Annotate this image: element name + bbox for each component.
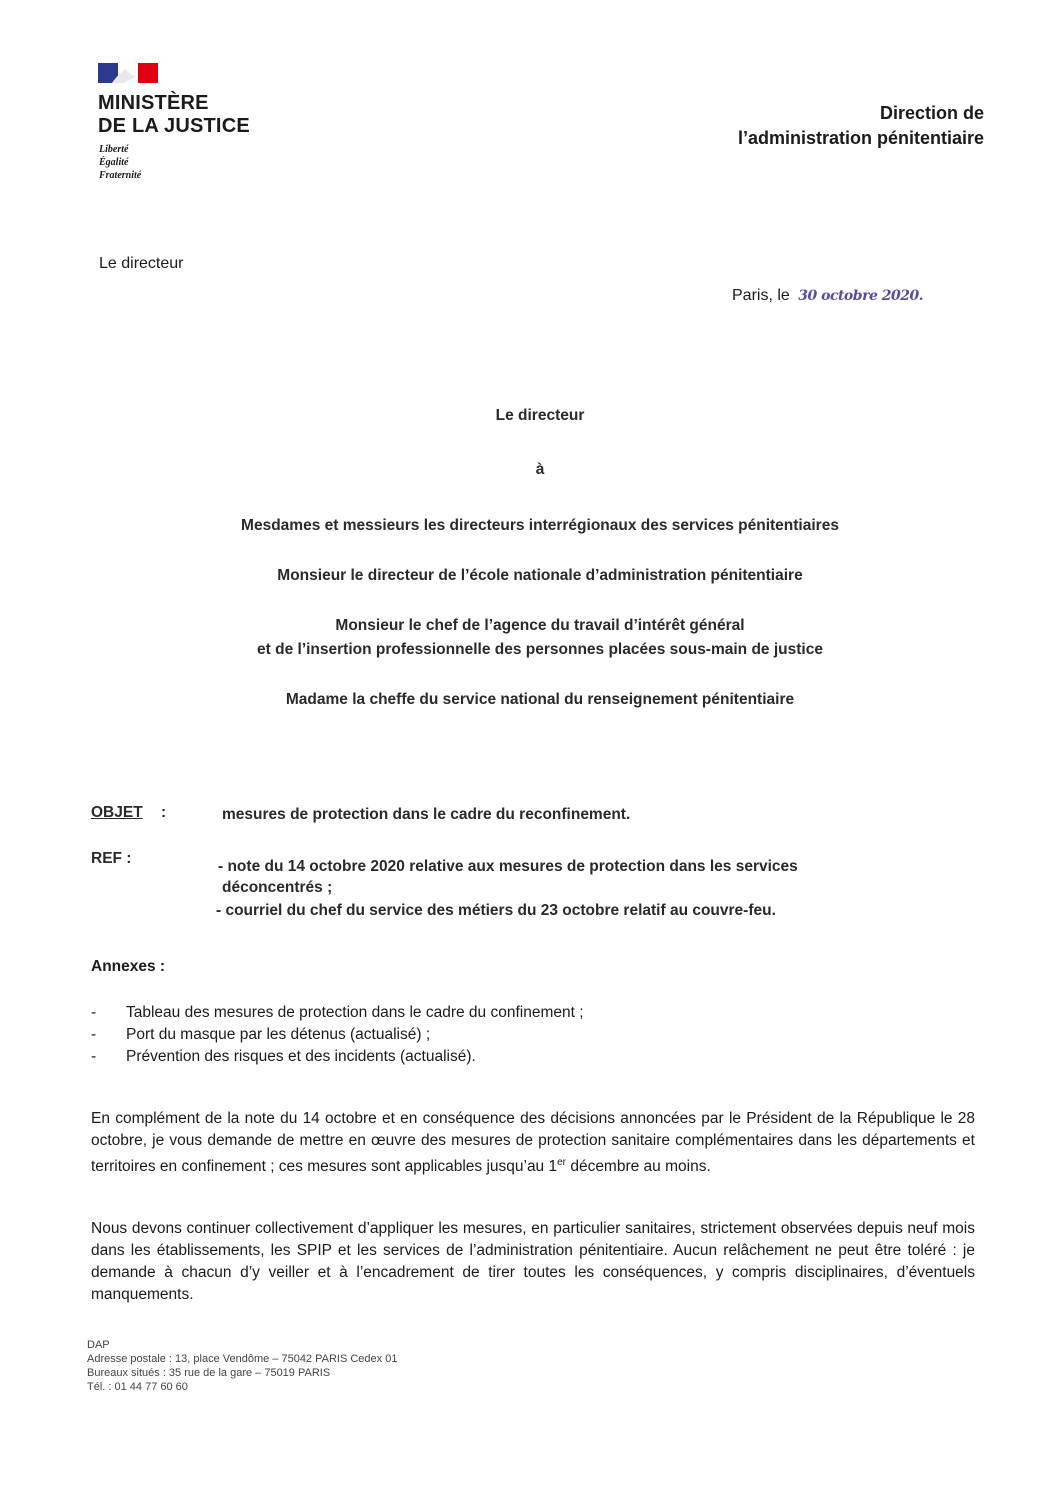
recipients-from: Le directeur [495, 407, 585, 424]
recipients-to: à [535, 461, 545, 478]
handwritten-date: 30 octobre 2020. [798, 288, 924, 304]
annex-item-text: Tableau des mesures de protection dans le cadre du confinement ; [126, 1004, 584, 1021]
place-prefix: Paris, le [732, 287, 790, 304]
ministry-line-2: DE LA JUSTICE [98, 115, 250, 137]
ministry-name [98, 92, 250, 138]
body-paragraph-2: Nous devons continuer collectivement d’appliquer les mesures, en particulier sanitaires, strictement observées depuis neuf mois dans les établissements, les SPIP et les services de l’administration pénitentiaire. Aucun relâchement ne peut être toléré : je demande à chacun d’y veiller et à l’encadrement de tirer toutes les conséquences, y compris disciplinaires, d’éventuels manquements. [91, 1220, 975, 1303]
annex-item-text: Prévention des risques et des incidents (actualisé). [126, 1048, 476, 1065]
list-item: - Port du masque par les détenus (actualisé) ; [91, 1026, 431, 1043]
recipient-line: Monsieur le directeur de l’école nationale d’administration pénitentiaire [277, 567, 803, 584]
recipient-line: Monsieur le chef de l’agence du travail d’intérêt général [335, 617, 745, 634]
annexes-list [91, 1002, 584, 1068]
recipient-line: et de l’insertion professionnelle des personnes placées sous-main de justice [257, 641, 823, 658]
recipient-line: Madame la cheffe du service national du renseignement pénitentiaire [285, 691, 795, 708]
recipients-block [100, 404, 980, 712]
objet-label: OBJET [91, 804, 143, 821]
author: Le directeur [99, 255, 184, 272]
objet-value: mesures de protection dans le cadre du reconfinement. [222, 806, 631, 823]
ref-label: REF : [91, 850, 132, 867]
republic-motto [99, 143, 141, 182]
footer-line-4: Tél. : 01 44 77 60 60 [87, 1381, 188, 1393]
annex-item-text: Port du masque par les détenus (actualisé) ; [126, 1026, 431, 1043]
marianne-flag-logo [98, 63, 158, 83]
body-paragraph-1 [91, 1108, 975, 1178]
footer-line-1: DAP [87, 1339, 110, 1351]
paragraph-1-end: décembre au moins. [566, 1158, 711, 1176]
motto-egalite: Égalité [99, 157, 129, 168]
objet-label-row [91, 802, 166, 823]
list-item: - Tableau des mesures de protection dans le cadre du confinement ; [91, 1004, 584, 1021]
direction-title [738, 101, 984, 151]
direction-line-1: Direction de [879, 103, 984, 123]
paragraph-1-text: En complément de la note du 14 octobre et en conséquence des décisions annoncées par le Président de la République le 28 octobre, je vous demande de mettre en œuvre des mesures de protection sanitaire complémentaires dans les départements et territoires en confinement ; ces mesures sont applicables jusqu’au 1 [91, 1110, 975, 1176]
recipient-line: Mesdames et messieurs les directeurs interrégionaux des services pénitentiaires [241, 517, 839, 534]
footer-line-3: Bureaux situés : 35 rue de la gare – 75019 PARIS [87, 1367, 331, 1379]
direction-line-2: l’administration pénitentiaire [737, 128, 984, 148]
annexes-label: Annexes : [91, 958, 166, 975]
ref-line-3: - courriel du chef du service des métiers du 23 octobre relatif au couvre-feu. [216, 902, 776, 919]
list-item: - Prévention des risques et des incidents (actualisé). [91, 1048, 476, 1065]
motto-fraternite: Fraternité [99, 170, 142, 181]
ministry-line-1: MINISTÈRE [98, 92, 209, 114]
footer-address [87, 1338, 397, 1394]
ref-line-1: - note du 14 octobre 2020 relative aux mesures de protection dans les services [218, 858, 798, 875]
paragraph-1-sup: er [557, 1157, 567, 1168]
objet-colon: : [161, 804, 167, 821]
footer-line-2: Adresse postale : 13, place Vendôme – 75042 PARIS Cedex 01 [87, 1353, 398, 1365]
place-date [732, 287, 923, 305]
ref-line-2: déconcentrés ; [222, 879, 333, 896]
motto-liberte: Liberté [99, 144, 129, 155]
